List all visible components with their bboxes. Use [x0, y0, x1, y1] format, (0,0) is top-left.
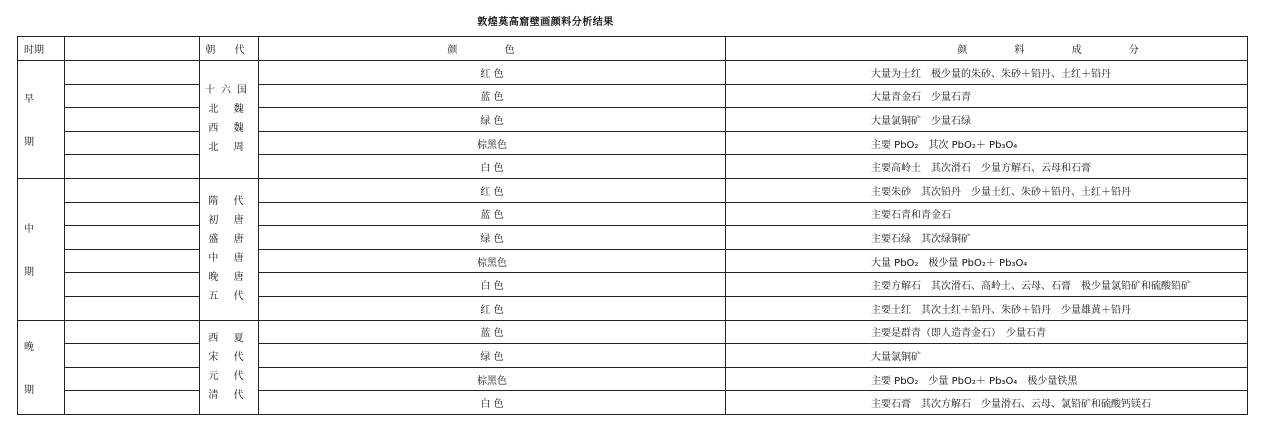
period-char: 期	[24, 385, 34, 397]
composition-cell: 大量 PbO₂ 极少量 PbO₂＋ Pb₃O₄	[726, 249, 1248, 273]
color-cell: 白 色	[259, 391, 726, 415]
dynasty-name: 西 夏	[208, 333, 250, 345]
composition-cell: 主要高岭土 其次滑石 少量方解石、云母和石膏	[726, 155, 1248, 179]
header-period: 时期	[18, 37, 65, 61]
color-cell: 绿 色	[259, 344, 726, 368]
blank-cell	[65, 367, 200, 391]
blank-cell	[65, 202, 200, 226]
blank-cell	[65, 320, 200, 344]
period-char: 期	[24, 137, 34, 149]
table-row	[18, 61, 1248, 85]
header-blank	[65, 37, 200, 61]
dynasty-name: 宋 代	[208, 352, 250, 364]
blank-cell	[65, 249, 200, 273]
color-cell: 绿 色	[259, 226, 726, 250]
color-cell: 棕黑色	[259, 131, 726, 155]
dynasty-name: 清 代	[208, 390, 250, 402]
blank-cell	[65, 273, 200, 297]
composition-cell: 主要石青和青金石	[726, 202, 1248, 226]
composition-cell: 主要土红 其次土红＋铅丹、朱砂＋铅丹 少量雄黄＋铅丹	[726, 296, 1248, 320]
composition-cell: 主要朱砂 其次铅丹 少量土红、朱砂＋铅丹、土红＋铅丹	[726, 178, 1248, 202]
table-row	[18, 178, 1248, 202]
period-char: 晚	[24, 342, 34, 354]
period-cell	[18, 320, 65, 414]
color-cell: 绿 色	[259, 108, 726, 132]
period-cell	[18, 178, 65, 320]
dynasty-name: 盛 唐	[208, 234, 250, 246]
dynasty-cell	[200, 320, 259, 414]
color-cell: 红 色	[259, 296, 726, 320]
dynasty-name: 隋 代	[208, 196, 250, 208]
dynasty-cell	[200, 61, 259, 179]
blank-cell	[65, 155, 200, 179]
header-color: 颜 色	[259, 37, 726, 61]
color-cell: 棕黑色	[259, 367, 726, 391]
dynasty-name: 五 代	[208, 291, 250, 303]
blank-cell	[65, 391, 200, 415]
blank-cell	[65, 178, 200, 202]
blank-cell	[65, 84, 200, 108]
period-char: 期	[24, 267, 34, 279]
dynasty-name: 中 唐	[208, 253, 250, 265]
color-cell: 棕黑色	[259, 249, 726, 273]
dynasty-name: 北 魏	[208, 104, 250, 116]
composition-cell: 主要方解石 其次滑石、高岭土、云母、石膏 极少量氯铅矿和硫酸铅矿	[726, 273, 1248, 297]
period-char: 早	[24, 94, 34, 106]
composition-cell: 大量氯铜矿	[726, 344, 1248, 368]
composition-cell: 大量青金石 少量石青	[726, 84, 1248, 108]
blank-cell	[65, 296, 200, 320]
composition-cell: 主要 PbO₂ 其次 PbO₂＋ Pb₃O₄	[726, 131, 1248, 155]
pigment-analysis-table	[17, 36, 1248, 415]
color-cell: 白 色	[259, 273, 726, 297]
color-cell: 蓝 色	[259, 84, 726, 108]
dynasty-name: 十六国	[205, 85, 253, 97]
period-char: 中	[24, 224, 34, 236]
blank-cell	[65, 131, 200, 155]
header-dynasty: 朝 代	[200, 37, 259, 61]
color-cell: 蓝 色	[259, 320, 726, 344]
dynasty-name: 北 周	[208, 142, 250, 154]
dynasty-cell	[200, 178, 259, 320]
composition-cell: 大量氯铜矿 少量石绿	[726, 108, 1248, 132]
blank-cell	[65, 226, 200, 250]
composition-cell: 主要石膏 其次方解石 少量滑石、云母、氯铅矿和硫酸钙镁石	[726, 391, 1248, 415]
blank-cell	[65, 61, 200, 85]
dynasty-name: 西 魏	[208, 123, 250, 135]
dynasty-name: 元 代	[208, 371, 250, 383]
header-composition: 颜 料 成 分	[726, 37, 1248, 61]
composition-cell: 主要是群青（即人造青金石） 少量石青	[726, 320, 1248, 344]
color-cell: 白 色	[259, 155, 726, 179]
period-cell	[18, 61, 65, 179]
dynasty-name: 初 唐	[208, 215, 250, 227]
composition-cell: 主要 PbO₂ 少量 PbO₂＋ Pb₃O₄ 极少量铁黑	[726, 367, 1248, 391]
blank-cell	[65, 108, 200, 132]
header-row	[18, 37, 1248, 61]
dynasty-name: 晚 唐	[208, 272, 250, 284]
table-row	[18, 320, 1248, 344]
color-cell: 红 色	[259, 178, 726, 202]
color-cell: 红 色	[259, 61, 726, 85]
color-cell: 蓝 色	[259, 202, 726, 226]
blank-cell	[65, 344, 200, 368]
composition-cell: 大量为土红 极少量的朱砂、朱砂＋铅丹、土红＋铅丹	[726, 61, 1248, 85]
composition-cell: 主要石绿 其次绿铜矿	[726, 226, 1248, 250]
table-title: 敦煌莫高窟壁画颜料分析结果	[477, 17, 614, 28]
